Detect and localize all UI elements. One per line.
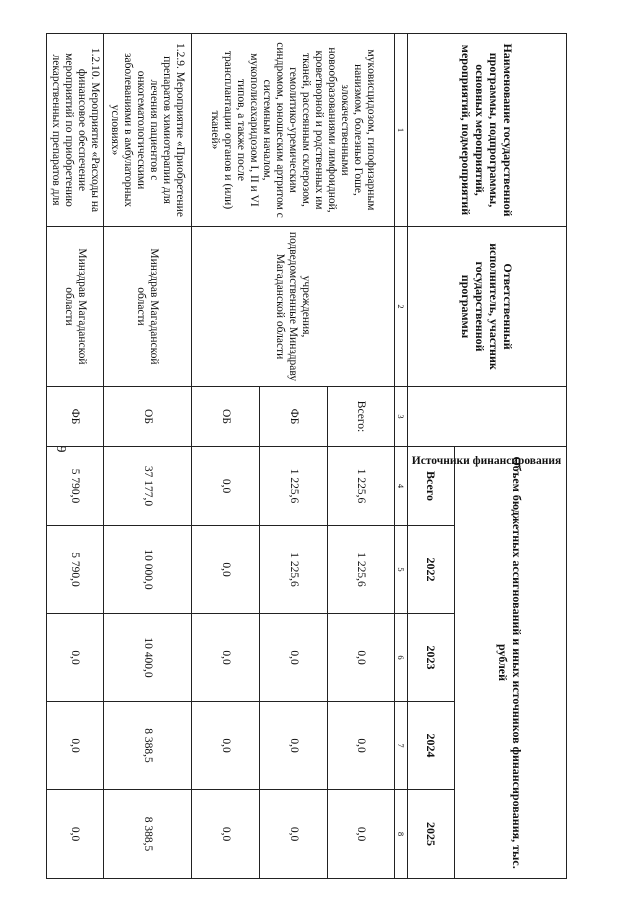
column-number-row bbox=[395, 34, 408, 879]
value-2022-cell: 10 000,0 bbox=[104, 526, 192, 614]
value-2024-cell: 0,0 bbox=[328, 702, 395, 790]
value-2025-cell: 0,0 bbox=[328, 790, 395, 879]
total-cell: 1 225,6 bbox=[328, 447, 395, 526]
header-sources: Источники финансирования bbox=[408, 387, 567, 447]
value-2023-cell: 0,0 bbox=[47, 614, 104, 702]
source-cell: Всего: bbox=[328, 387, 395, 447]
total-cell: 1 225,6 bbox=[260, 447, 328, 526]
header-2024: 2024 bbox=[408, 702, 455, 790]
executor-cell: учреждения, подведомственные Минздраву Магаданской области bbox=[192, 227, 395, 387]
header-program-name: Наименование государственной программы, подпрограммы, основных мероприятий, мероприятий, подмероприятий bbox=[408, 34, 567, 227]
column-number: 6 bbox=[395, 614, 408, 702]
table-row bbox=[328, 34, 395, 879]
table-row bbox=[104, 34, 192, 879]
budget-table bbox=[46, 33, 567, 879]
value-2024-cell: 0,0 bbox=[260, 702, 328, 790]
value-2025-cell: 8 388,5 bbox=[104, 790, 192, 879]
table-row bbox=[47, 34, 104, 879]
value-2024-cell: 8 388,5 bbox=[104, 702, 192, 790]
column-number: 8 bbox=[395, 790, 408, 879]
program-name-cell: 1.2.10. Мероприятие «Расходы на финансовое обеспечение мероприятий по приобретению лекарственных препаратов для bbox=[47, 34, 104, 227]
total-cell: 0,0 bbox=[192, 447, 260, 526]
header-2023: 2023 bbox=[408, 614, 455, 702]
column-number: 2 bbox=[395, 227, 408, 387]
program-name-cell: мукoвисцидозом, гипофизарным нанизмом, болезнью Гоше, злокачественными новообразованиями лимфоидной, кроветворной и родственных им тканей, рассеянным склерозом, гемолитико-уремическим синдромом, юношеским артритом с системным началом, мукополисахаридозом I, II и VI типов, а также после трансплантации органов и (или) тканей» bbox=[192, 34, 395, 227]
value-2023-cell: 10 400,0 bbox=[104, 614, 192, 702]
header-total: Всего bbox=[408, 447, 455, 526]
column-number: 4 bbox=[395, 447, 408, 526]
page-number: 9 bbox=[53, 445, 68, 453]
value-2023-cell: 0,0 bbox=[328, 614, 395, 702]
value-2023-cell: 0,0 bbox=[192, 614, 260, 702]
program-name-cell: 1.2.9. Мероприятие «Приобретение препаратов химиотерапии для лечения пациентов с онкогематологическими заболеваниями в амбулаторных условиях» bbox=[104, 34, 192, 227]
column-number: 1 bbox=[395, 34, 408, 227]
header-2025: 2025 bbox=[408, 790, 455, 879]
column-number: 7 bbox=[395, 702, 408, 790]
value-2025-cell: 0,0 bbox=[47, 790, 104, 879]
value-2024-cell: 0,0 bbox=[192, 702, 260, 790]
source-cell: ОБ bbox=[104, 387, 192, 447]
rotated-table-container bbox=[50, 33, 567, 878]
value-2023-cell: 0,0 bbox=[260, 614, 328, 702]
value-2022-cell: 0,0 bbox=[192, 526, 260, 614]
executor-cell: Минздрав Магаданской области bbox=[104, 227, 192, 387]
total-cell: 37 177,0 bbox=[104, 447, 192, 526]
value-2022-cell: 5 790,0 bbox=[47, 526, 104, 614]
source-cell: ОБ bbox=[192, 387, 260, 447]
value-2025-cell: 0,0 bbox=[192, 790, 260, 879]
source-cell: ФБ bbox=[260, 387, 328, 447]
header-executor: Ответственный исполнитель, участник государственной программы bbox=[408, 227, 567, 387]
header-2022: 2022 bbox=[408, 526, 455, 614]
header-volume: Объем бюджетных ассигнований и иных источников финансирования, тыс. рублей bbox=[455, 447, 567, 879]
value-2022-cell: 1 225,6 bbox=[328, 526, 395, 614]
column-number: 3 bbox=[395, 387, 408, 447]
value-2024-cell: 0,0 bbox=[47, 702, 104, 790]
value-2022-cell: 1 225,6 bbox=[260, 526, 328, 614]
column-number: 5 bbox=[395, 526, 408, 614]
value-2025-cell: 0,0 bbox=[260, 790, 328, 879]
executor-cell: Минздрав Магаданской области bbox=[47, 227, 104, 387]
source-cell: ФБ bbox=[47, 387, 104, 447]
total-cell: 5 790,0 bbox=[47, 447, 104, 526]
